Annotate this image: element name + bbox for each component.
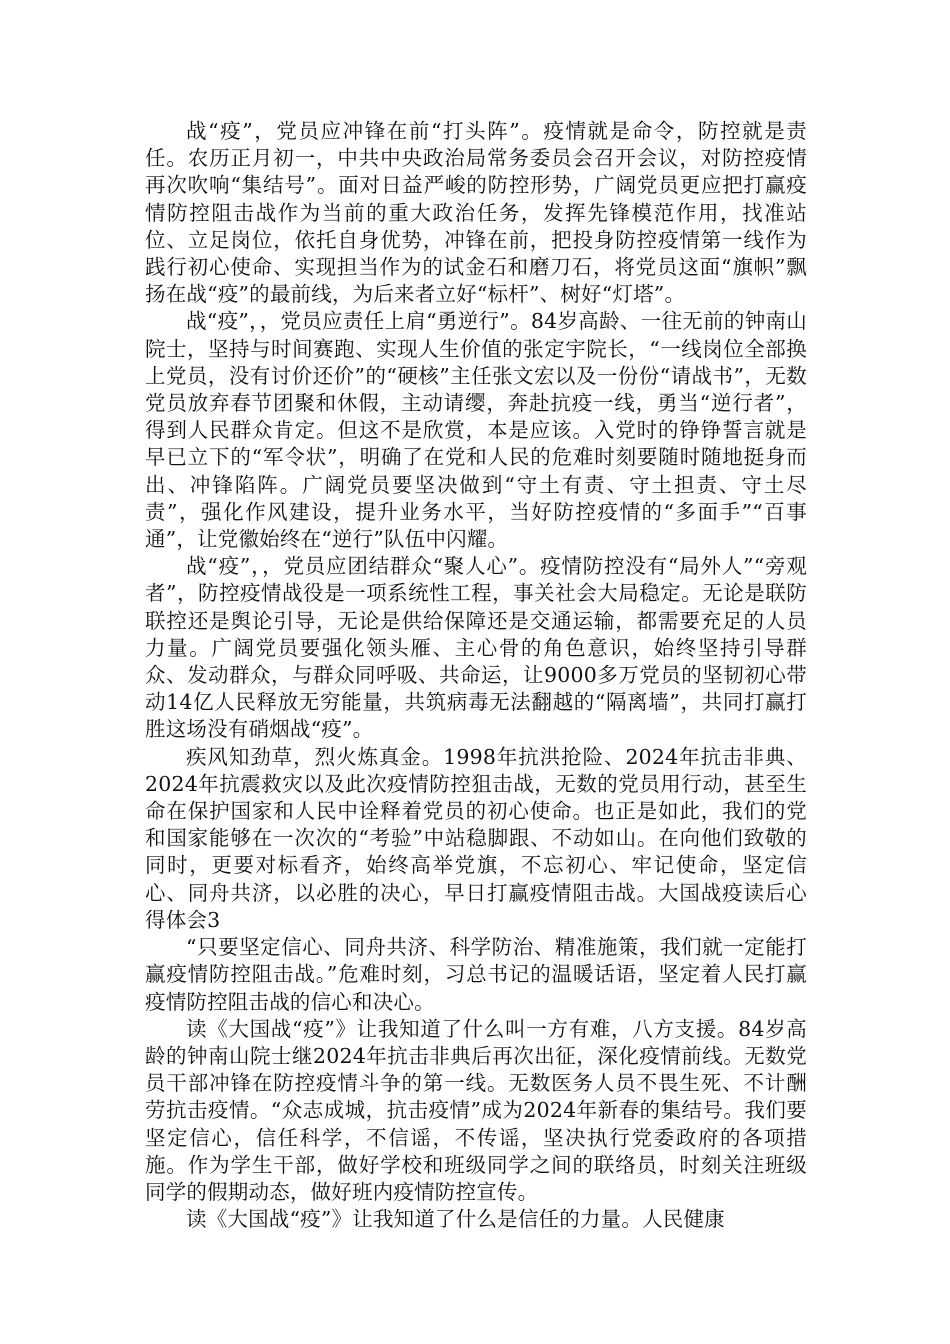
paragraph-5: “只要坚定信心、同舟共济、科学防治、精准施策，我们就一定能打赢疫情防控阻击战。”危难时刻，习总书记的温暖话语，坚定着人民打赢疫情防控阻击战的信心和决心。 [145, 935, 807, 1014]
paragraph-2: 战“疫”，，党员应责任上肩“勇逆行”。84岁高龄、一往无前的钟南山院士，坚持与时间赛跑、实现人生价值的张定宇院长，“一线岗位全部换上党员，没有讨价还价”的“硬核”主任张文宏以及一份份“请战书”，无数党员放弃春节团聚和休假，主动请缨，奔赴抗疫一线，勇当“逆行者”，得到人民群众肯定。但这不是欣赏，本是应该。入党时的铮铮誓言就是早已立下的“军令状”，明确了在党和人民的危难时刻要随时随地挺身而出、冲锋陷阵。广阔党员要坚决做到“守土有责、守土担责、守土尽责”，强化作风建设，提升业务水平，当好防控疫情的“多面手”“百事通”，让党徽始终在“逆行”队伍中闪耀。 [145, 309, 807, 552]
paragraph-4: 疾风知劲草，烈火炼真金。1998年抗洪抢险、2024年抗击非典、2024年抗震救灾以及此次疫情防控狙击战，无数的党员用行动，甚至生命在保护国家和人民中诠释着党员的初心使命。也正是如此，我们的党和国家能够在一次次的“考验”中站稳脚跟、不动如山。在向他们致敬的同时，更要对标看齐，始终高举党旗，不忘初心、牢记使命，坚定信心、同舟共济，以必胜的决心，早日打赢疫情阻击战。大国战疫读后心得体会3 [145, 744, 807, 932]
paragraph-3: 战“疫”，，党员应团结群众“聚人心”。疫情防控没有“局外人”“旁观者”，防控疫情战役是一项系统性工程，事关社会大局稳定。无论是联防联控还是舆论引导，无论是供给保障还是交通运输，都需要充足的人员力量。广阔党员要强化领头雁、主心骨的角色意识，始终坚持引导群众、发动群众，与群众同呼吸、共命运，让9000多万党员的坚韧初心带动14亿人民释放无穷能量，共筑病毒无法翻越的“隔离墙”，共同打赢打胜这场没有硝烟战“疫”。 [145, 554, 807, 742]
paragraph-7: 读《大国战“疫”》让我知道了什么是信任的力量。人民健康 [186, 1207, 725, 1232]
paragraph-1: 战“疫”，党员应冲锋在前“打头阵”。疫情就是命令，防控就是责任。农历正月初一，中共中央政治局常务委员会召开会议，对防控疫情再次吹响“集结号”。面对日益严峻的防控形势，广阔党员更应把打赢疫情防控阻击战作为当前的重大政治任务，发挥先锋模范作用，找准站位、立足岗位，依托自身优势，冲锋在前，把投身防控疫情第一线作为践行初心使命、实现担当作为的试金石和磨刀石，将党员这面“旗帜”飘扬在战“疫”的最前线，为后来者立好“标杆”、树好“灯塔”。 [145, 119, 807, 307]
paragraph-6: 读《大国战“疫”》让我知道了什么叫一方有难，八方支援。84岁高龄的钟南山院士继2024年抗击非典后再次出征，深化疫情前线。无数党员干部冲锋在防控疫情斗争的第一线。无数医务人员不畏生死、不计酬劳抗击疫情。“众志成城，抗击疫情”成为2024年新春的集结号。我们要坚定信心，信任科学，不信谣，不传谣，坚决执行党委政府的各项措施。作为学生干部，做好学校和班级同学之间的联络员，时刻关注班级同学的假期动态，做好班内疫情防控宣传。 [145, 1016, 807, 1204]
document-body [145, 118, 807, 1233]
